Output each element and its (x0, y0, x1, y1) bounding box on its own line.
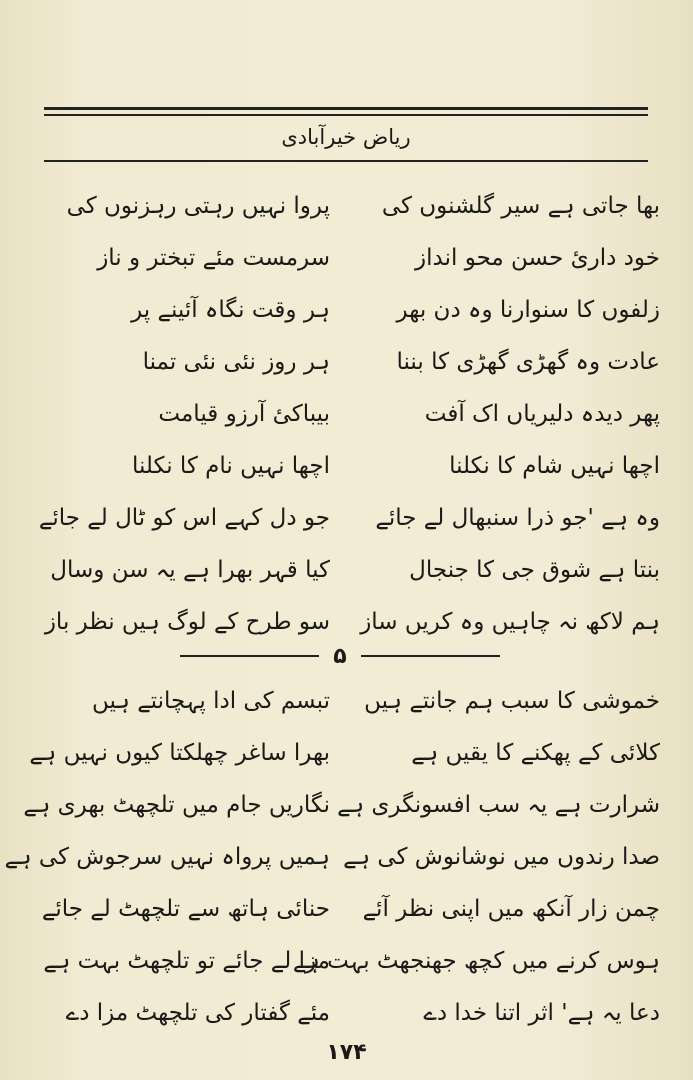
verse-line: حنائی ہاتھ سے تلچھٹ لے جائے (41, 896, 330, 922)
verse-line: جو دل کہے اس کو ٹال لے جائے (38, 505, 330, 531)
verse-line: ہوس کرنے میں کچھ جھنجھٹ بہت ہے (292, 948, 660, 974)
verse-line: کیا قہر بھرا ہے یہ سن وسال (50, 557, 330, 583)
verse-line: ہم لاکھ نہ چاہیں وہ کریں ساز (360, 609, 660, 635)
verse-line: سرمست مئے تبختر و ناز (97, 245, 330, 271)
header-bottom-rule (44, 160, 648, 162)
verse-line: بنتا ہے شوق جی کا جنجال (409, 557, 660, 583)
verse-line: خموشی کا سبب ہم جانتے ہیں (364, 688, 660, 714)
verse-line: پھر دیدہ دلیریاں اک آفت (424, 401, 660, 427)
stanza-1 (40, 180, 660, 648)
verse-line: ہمیں پرواہ نہیں سرجوش کی ہے (4, 844, 330, 870)
divider-line (361, 655, 500, 657)
verse-line: مزا لے جائے تو تلچھٹ بہت ہے (43, 948, 330, 974)
verse-line: خود داریٔ حسن محو انداز (415, 245, 660, 271)
verse-line: صدا رندوں میں نوشانوش کی ہے (343, 844, 660, 870)
verse-line: وہ ہے 'جو ذرا سنبھال لے جائے (375, 505, 660, 531)
verse-line: تبسم کی ادا پہچانتے ہیں (91, 688, 330, 714)
verse-line: شرارت ہے یہ سب افسونگری ہے (337, 792, 660, 818)
verse-line: مئے گفتار کی تلچھٹ مزا دے (65, 1000, 330, 1026)
stanza-1-left-column (40, 180, 330, 648)
stanza-2 (4, 675, 660, 1039)
section-divider (180, 645, 500, 667)
verse-line: بھرا ساغر چھلکتا کیوں نہیں ہے (29, 740, 330, 766)
verse-line: چمن زار آنکھ میں اپنی نظر آئے (362, 896, 660, 922)
verse-line: پروا نہیں رہتی رہزنوں کی (66, 193, 330, 219)
verse-line: اچھا نہیں شام کا نکلنا (449, 453, 660, 479)
stanza-2-left-column (4, 675, 330, 1039)
divider-line (180, 655, 319, 657)
verse-line: نگاریں جام میں تلچھٹ بھری ہے (23, 792, 330, 818)
section-number: ۵ (333, 643, 347, 669)
top-rule-thick (44, 107, 648, 110)
verse-line: دعا یہ ہے' اثر اتنا خدا دے (423, 1000, 660, 1026)
verse-line: ہر وقت نگاہ آئینے پر (131, 297, 330, 323)
stanza-2-right-column (292, 675, 660, 1039)
page-number: ۱۷۴ (326, 1040, 367, 1065)
verse-line: سو طرح کے لوگ ہیں نظر باز (44, 609, 330, 635)
verse-line: عادت وہ گھڑی گھڑی کا بننا (396, 349, 660, 375)
verse-line: بیباکیٔ آرزو قیامت (158, 401, 330, 427)
stanza-1-right-column (360, 180, 660, 648)
verse-line: بھا جاتی ہے سیر گلشنوں کی (381, 193, 660, 219)
verse-line: اچھا نہیں نام کا نکلنا (131, 453, 330, 479)
page-header-title: ریاض خیرآبادی (281, 125, 411, 149)
verse-line: ہر روز نئی نئی تمنا (142, 349, 330, 375)
verse-line: زلفوں کا سنوارنا وہ دن بھر (396, 297, 660, 323)
verse-line: کلائی کے پھکنے کا یقیں ہے (411, 740, 660, 766)
